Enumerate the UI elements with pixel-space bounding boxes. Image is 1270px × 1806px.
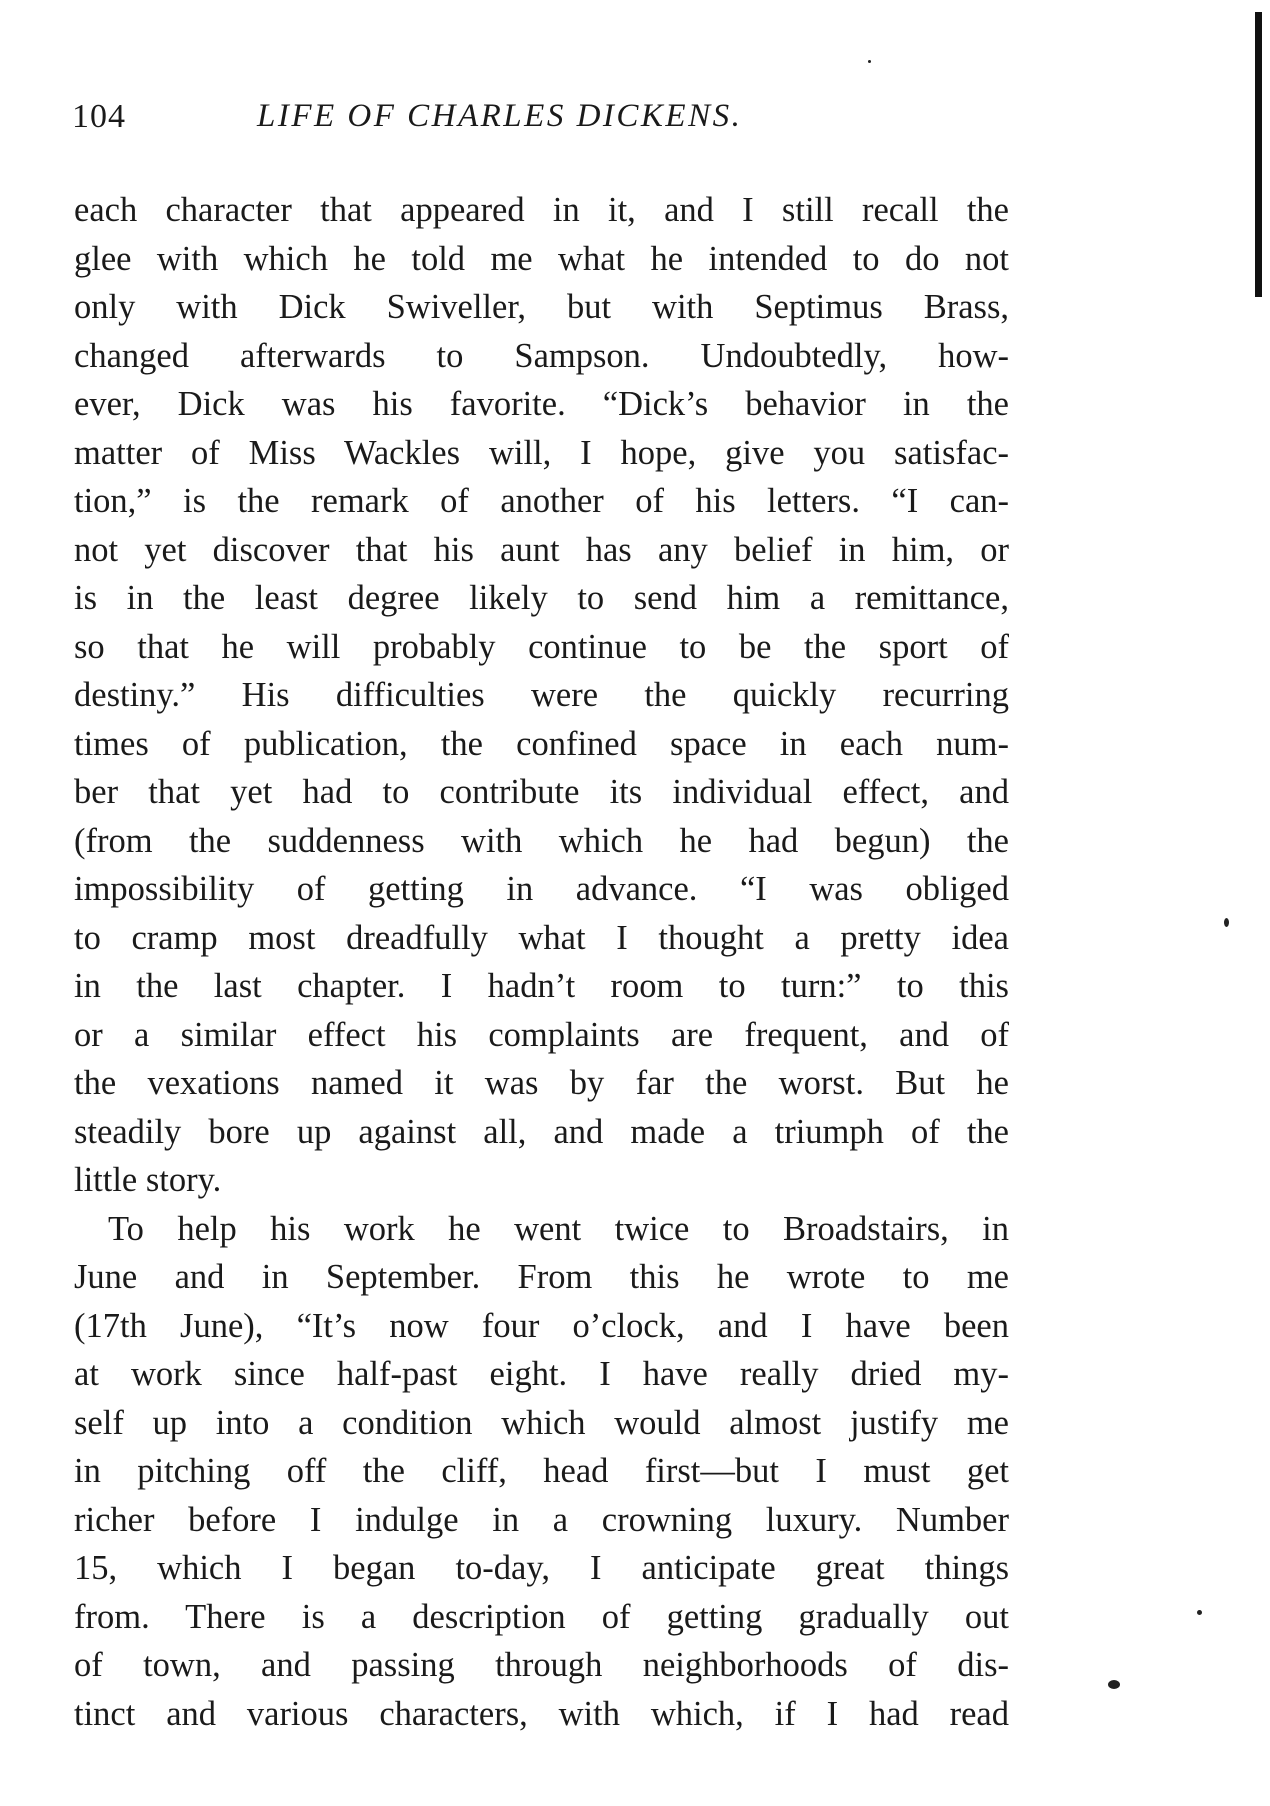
paragraph-first-line: To help his work he went twice to Broadstairs, in [108, 1209, 1009, 1248]
text-line: richer before I indulge in a crowning luxury. Number [74, 1500, 1009, 1539]
scan-edge-bar [1255, 12, 1262, 297]
text-line: times of publication, the confined space in each num- [74, 724, 1009, 763]
text-line: (from the suddenness with which he had begun) the [74, 821, 1009, 860]
scan-speck [1108, 1680, 1120, 1689]
scan-speck [1197, 1610, 1202, 1615]
text-line: tion,” is the remark of another of his letters. “I can- [74, 482, 1009, 520]
text-line: each character that appeared in it, and I still recall the [74, 191, 1009, 229]
text-line: ever, Dick was his favorite. “Dick’s behavior in the [74, 385, 1009, 423]
text-line: matter of Miss Wackles will, I hope, give you satisfac- [74, 433, 1009, 472]
page-header [72, 98, 1007, 148]
text-line: ber that yet had to contribute its individual effect, and [74, 773, 1009, 811]
running-title: LIFE OF CHARLES DICKENS. [257, 98, 743, 134]
text-line: so that he will probably continue to be the sport of [74, 627, 1009, 666]
text-line: in the last chapter. I hadn’t room to turn:” to this [74, 967, 1009, 1005]
text-line: only with Dick Swiveller, but with Septimus Brass, [74, 288, 1009, 326]
text-line: to cramp most dreadfully what I thought a pretty idea [74, 918, 1009, 957]
text-line: is in the least degree likely to send him a remittance, [74, 579, 1009, 617]
text-line: impossibility of getting in advance. “I was obliged [74, 870, 1009, 908]
text-line: or a similar effect his complaints are frequent, and of [74, 1015, 1009, 1054]
page-number: 104 [72, 98, 126, 135]
text-line: glee with which he told me what he intended to do not [74, 239, 1009, 278]
text-line: in pitching off the cliff, head first—but I must get [74, 1452, 1009, 1490]
body-text [74, 186, 1009, 1738]
text-line: changed afterwards to Sampson. Undoubtedly, how- [74, 336, 1009, 375]
text-line: little story. [74, 1161, 222, 1199]
scan-speck [1224, 918, 1229, 927]
text-line: from. There is a description of getting gradually out [74, 1597, 1009, 1636]
text-line: not yet discover that his aunt has any belief in him, or [74, 530, 1009, 569]
text-line: (17th June), “It’s now four o’clock, and I have been [74, 1306, 1009, 1345]
text-line: tinct and various characters, with which, if I had read [74, 1694, 1009, 1733]
text-line: of town, and passing through neighborhoods of dis- [74, 1646, 1009, 1684]
scan-speck [868, 60, 871, 63]
text-line: the vexations named it was by far the worst. But he [74, 1064, 1009, 1102]
text-line: at work since half-past eight. I have really dried my- [74, 1355, 1009, 1393]
text-line: 15, which I began to-day, I anticipate great things [74, 1549, 1009, 1587]
text-line: steadily bore up against all, and made a triumph of the [74, 1112, 1009, 1151]
text-line: self up into a condition which would almost justify me [74, 1403, 1009, 1442]
text-line: destiny.” His difficulties were the quickly recurring [74, 676, 1009, 714]
text-line: June and in September. From this he wrote to me [74, 1258, 1009, 1296]
